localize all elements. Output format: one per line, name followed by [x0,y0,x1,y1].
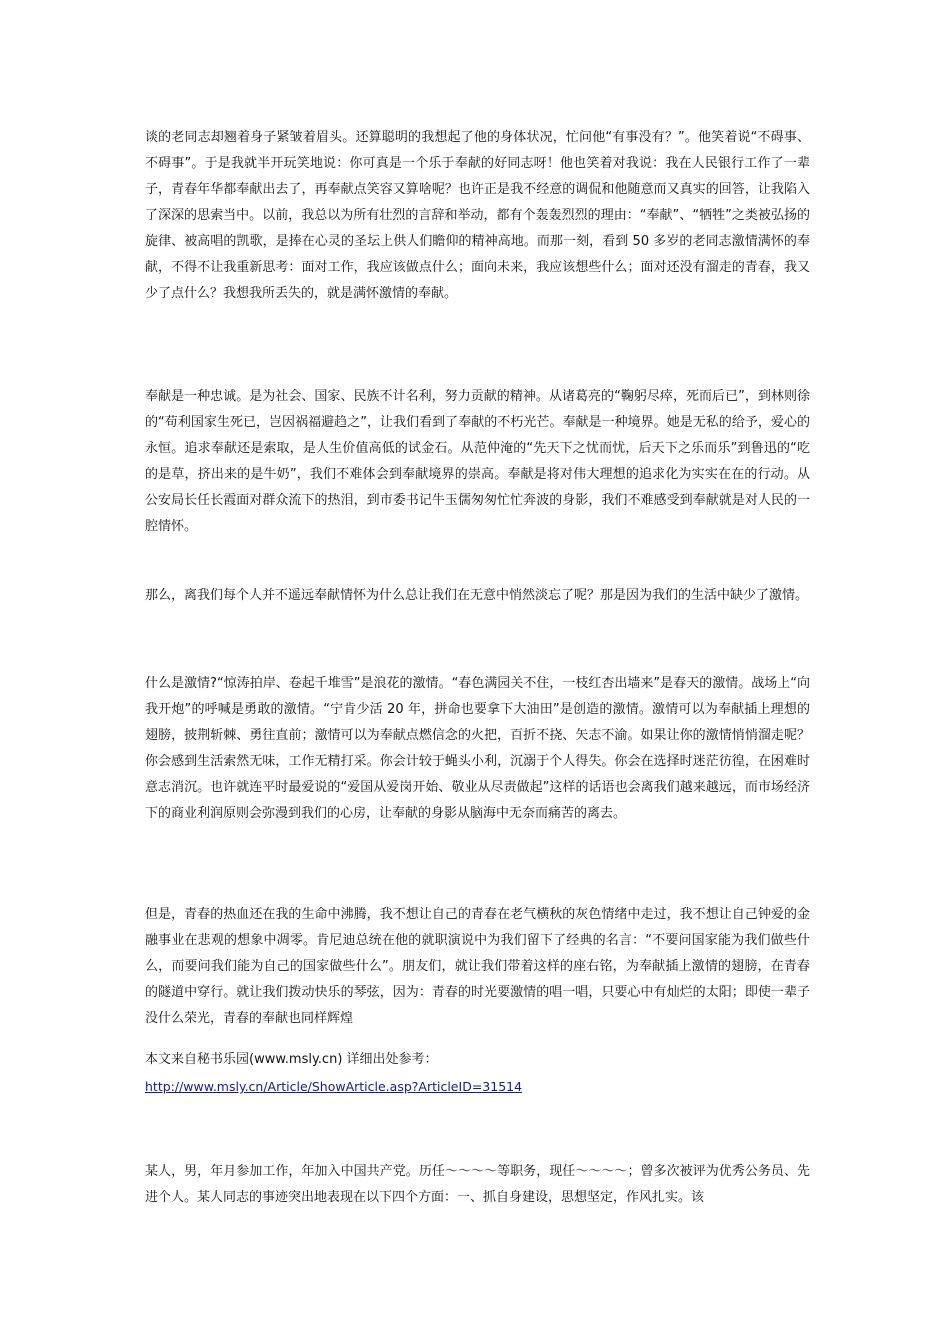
paragraph-4: 什么是激情?“惊涛拍岸、卷起千堆雪”是浪花的激情。“春色满园关不住，一枝红杏出墙来”是春天的激情。战场上“向我开炮”的呼喊是勇敢的激情。“宁肯少活 20 年，拼命也要拿下大油田”是创造的激情。激情可以为奉献插上理想的翅膀，披荆斩棘、勇往直前；激情可以为奉献点燃信念的火把，百折不挠、矢志不渝。如果让你的激情悄悄溜走呢？你会感到生活索然无味，工作无精打采。你会计较于蝇头小利，沉溺于个人得失。你会在选择时迷茫彷徨，在困难时意志消沉。也许就连平时最爱说的“爱国从爱岗开始、敬业从尽责做起”这样的话语也会离我们越来越远，而市场经济下的商业利润原则会弥漫到我们的心房，让奉献的身影从脑海中无奈而痛苦的离去。 [145,676,810,821]
source-note: 本文来自秘书乐园(www.msly.cn) 详细出处参考： [145,1052,438,1067]
paragraph-3: 那么，离我们每个人并不遥远奉献情怀为什么总让我们在无意中悄然淡忘了呢？那是因为我们的生活中缺少了激情。 [145,588,809,603]
paragraph-2: 奉献是一种忠诚。是为社会、国家、民族不计名利，努力贡献的精神。从诸葛亮的“鞠躬尽瘁，死而后已”，到林则徐的“苟利国家生死已，岂因祸福避趋之”，让我们看到了奉献的不朽光芒。奉献是一种境界。她是无私的给予，爱心的永恒。追求奉献还是索取，是人生价值高低的试金石。从范仲淹的“先天下之忧而忧，后天下之乐而乐”到鲁迅的“吃的是草，挤出来的是牛奶”，我们不难体会到奉献境界的崇高。奉献是将对伟大理想的追求化为实实在在的行动。从公安局长任长霞面对群众流下的热泪，到市委书记牛玉儒匆匆忙忙奔波的身影，我们不难感受到奉献就是对人民的一腔情怀。 [145,389,810,534]
source-link-line [145,1074,810,1101]
paragraph-5: 但是，青春的热血还在我的生命中沸腾，我不想让自己的青春在老气横秋的灰色情绪中走过，我不想让自己钟爱的金融事业在悲观的想象中凋零。肯尼迪总统在他的就职演说中为我们留下了经典的名言：“不要问国家能为我们做些什么，而要问我们能为自己的国家做些什么”。朋友们，就让我们带着这样的座右铭，为奉献插上激情的翅膀，在青春的隧道中穿行。就让我们拨动快乐的琴弦，因为：青春的时光要激情的唱一唱，只要心中有灿烂的太阳；即使一辈子没什么荣光，青春的奉献也同样辉煌 [145,907,810,1026]
paragraph-6: 某人，男，年月参加工作，年加入中国共产党。历任～～～～等职务，现任～～～～；曾多次被评为优秀公务员、先进个人。某人同志的事迹突出地表现在以下四个方面：一、抓自身建设，思想坚定，作风扎实。该 [145,1164,810,1205]
source-link[interactable]: http://www.msly.cn/Article/ShowArticle.asp?ArticleID=31514 [145,1079,523,1094]
paragraph-1: 谈的老同志却翘着身子紧皱着眉头。还算聪明的我想起了他的身体状况，忙问他“有事没有？”。他笑着说“不碍事、不碍事”。于是我就半开玩笑地说：你可真是一个乐于奉献的好同志呀！他也笑着对我说：我在人民银行工作了一辈子，青春年华都奉献出去了，再奉献点笑容又算啥呢？也许正是我不经意的调侃和他随意而又真实的回答，让我陷入了深深的思索当中。以前，我总以为所有壮烈的言辞和举动，都有个轰轰烈烈的理由：“奉献”、“牺牲”之类被弘扬的旋律、被高唱的凯歌，是捧在心灵的圣坛上供人们瞻仰的精神高地。而那一刻，看到 50 多岁的老同志激情满怀的奉献，不得不让我重新思考：面对工作，我应该做点什么；面向未来，我应该想些什么；面对还没有溜走的青春，我又少了点什么？我想我所丢失的，就是满怀激情的奉献。 [145,130,810,301]
